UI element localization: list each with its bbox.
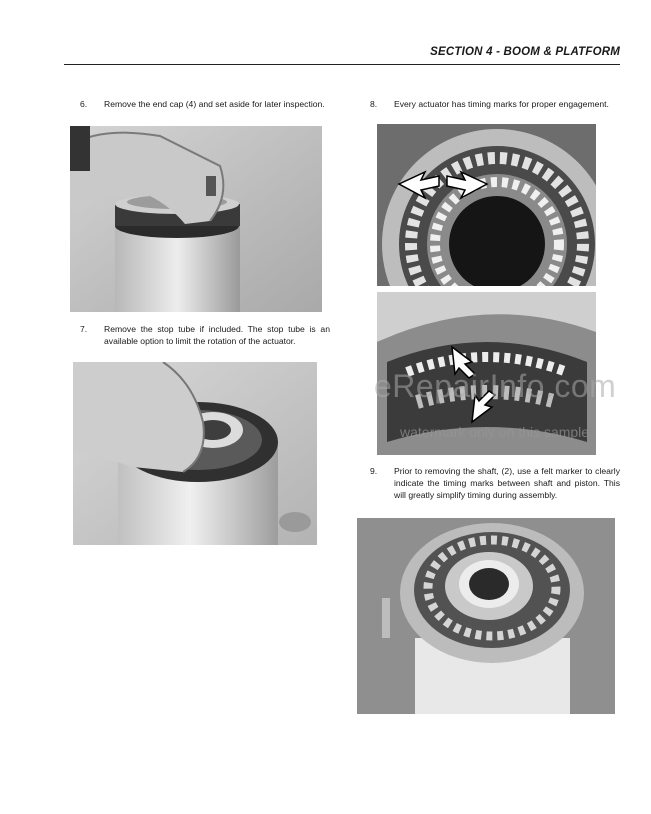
end-cap-removal-photo: [70, 126, 322, 312]
stop-tube-removal-photo: [73, 362, 317, 545]
step-8: [370, 98, 620, 110]
timing-marks-gear-photo: [377, 124, 596, 286]
step-8-text: Every actuator has timing marks for proper engagement.: [394, 99, 609, 109]
watermark-main: eRepairInfo.com: [374, 368, 617, 404]
step-7-text: Remove the stop tube if included. The stop tube is an available option to limit the rotation of the actuator.: [104, 324, 330, 346]
step-9: [370, 465, 620, 501]
step-6: [80, 98, 330, 110]
step-9-number: 9.: [370, 466, 378, 476]
shaft-piston-photo: [357, 518, 615, 714]
step-6-text: Remove the end cap (4) and set aside for later inspection.: [104, 99, 325, 109]
step-8-number: 8.: [370, 99, 378, 109]
step-6-number: 6.: [80, 99, 88, 109]
step-9-text: Prior to removing the shaft, (2), use a felt marker to clearly indicate the timing marks between shaft and piston. This will greatly simplify timing during assembly.: [394, 466, 620, 500]
step-7: [80, 323, 330, 347]
header-rule: [64, 64, 620, 65]
step-7-number: 7.: [80, 324, 88, 334]
section-header: SECTION 4 - BOOM & PLATFORM: [430, 46, 620, 58]
watermark-sub: watermark only on this sample: [400, 424, 590, 440]
